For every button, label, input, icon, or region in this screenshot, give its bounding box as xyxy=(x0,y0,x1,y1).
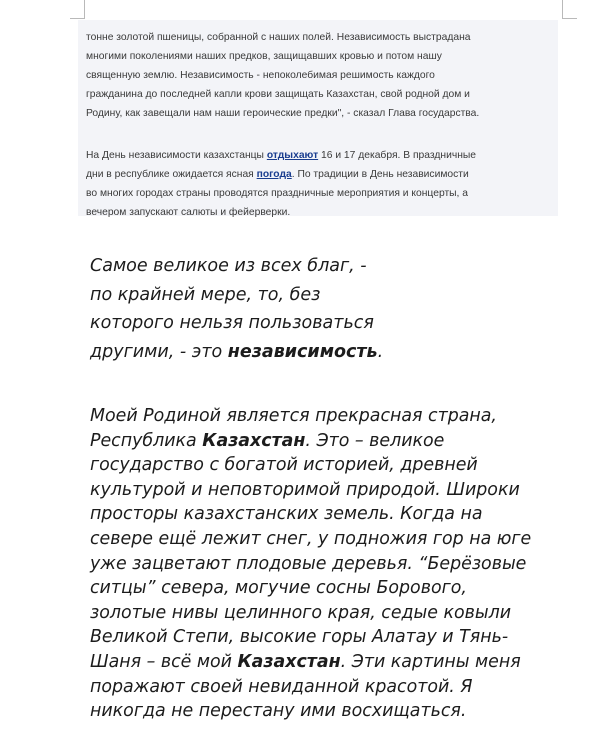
excerpt-text: 16 и 17 декабря. В праздничные xyxy=(318,150,477,161)
essay-line: просторы казахстанских земель. Когда на xyxy=(90,504,483,525)
essay-text: . Это – великое xyxy=(305,430,445,451)
link-otdykhayut[interactable]: отдыхают xyxy=(266,150,319,161)
essay-line xyxy=(90,429,570,454)
excerpt-text: . По традиции в День независимости xyxy=(291,169,469,180)
essay-line xyxy=(90,650,570,675)
homeland-essay xyxy=(90,404,570,724)
excerpt-text: На День независимости казахстанцы xyxy=(86,150,267,161)
quote-line: Самое великое из всех благ, - xyxy=(90,256,367,276)
essay-text: . Эти картины меня xyxy=(340,651,521,672)
quote-line: которого нельзя пользоваться xyxy=(90,313,374,333)
excerpt-line: многими поколениями наших предков, защищавших кровью и потом нашу xyxy=(86,51,442,62)
excerpt-line xyxy=(86,165,556,184)
essay-line: золотые нивы целинного края, седые ковыли xyxy=(90,602,512,623)
excerpt-text: дни в республике ожидается ясная xyxy=(86,169,257,180)
excerpt-line: во многих городах страны проводятся праздничные мероприятия и концерты, а xyxy=(86,188,469,199)
excerpt-line: Родину, как завещали нам наши героические предки", - сказал Глава государства. xyxy=(86,108,480,119)
essay-text: Республика xyxy=(90,430,203,451)
excerpt-line xyxy=(86,146,556,165)
essay-line: государство с богатой историей, древней xyxy=(90,455,478,476)
essay-line: культурой и неповторимой природой. Широки xyxy=(90,479,520,500)
quote-text: . xyxy=(377,341,384,362)
essay-line: ситцы” севера, могучие сосны Борового, xyxy=(90,578,467,599)
news-excerpt xyxy=(78,20,558,216)
quote-line: по крайней мере, то, без xyxy=(90,284,321,305)
excerpt-line: гражданина до последней капли крови защищать Казахстан, свой родной дом и xyxy=(86,89,470,100)
essay-line: уже зацветают плодовые деревья. “Берёзовые xyxy=(90,553,527,574)
link-pogoda[interactable]: погода xyxy=(256,169,292,180)
essay-keyword: Казахстан xyxy=(202,430,306,451)
essay-text: Шаня – всё мой xyxy=(90,651,238,672)
quote-text: другими, - это xyxy=(90,341,228,362)
essay-line: севере ещё лежит снег, у подножия гор на юге xyxy=(90,528,532,549)
page-corner-mark-left xyxy=(70,0,85,19)
excerpt-paragraph-1 xyxy=(86,28,556,123)
independence-quote xyxy=(90,252,510,366)
essay-keyword: Казахстан xyxy=(237,651,341,672)
excerpt-paragraph-2 xyxy=(86,146,556,222)
excerpt-line: священную землю. Независимость - непоколебимая решимость каждого xyxy=(86,70,435,81)
essay-line: Великой Степи, высокие горы Алатау и Тянь- xyxy=(90,627,509,648)
page-corner-mark-right xyxy=(562,0,577,19)
quote-line xyxy=(90,338,510,367)
excerpt-line: тонне золотой пшеницы, собранной с наших полей. Независимость выстрадана xyxy=(86,32,471,43)
quote-keyword: независимость xyxy=(227,341,378,362)
essay-line: Моей Родиной является прекрасная страна, xyxy=(90,406,497,426)
essay-line: никогда не перестану ими восхищаться. xyxy=(90,701,467,722)
excerpt-line: вечером запускают салюты и фейерверки. xyxy=(86,207,291,218)
essay-line: поражают своей невиданной красотой. Я xyxy=(90,676,473,697)
